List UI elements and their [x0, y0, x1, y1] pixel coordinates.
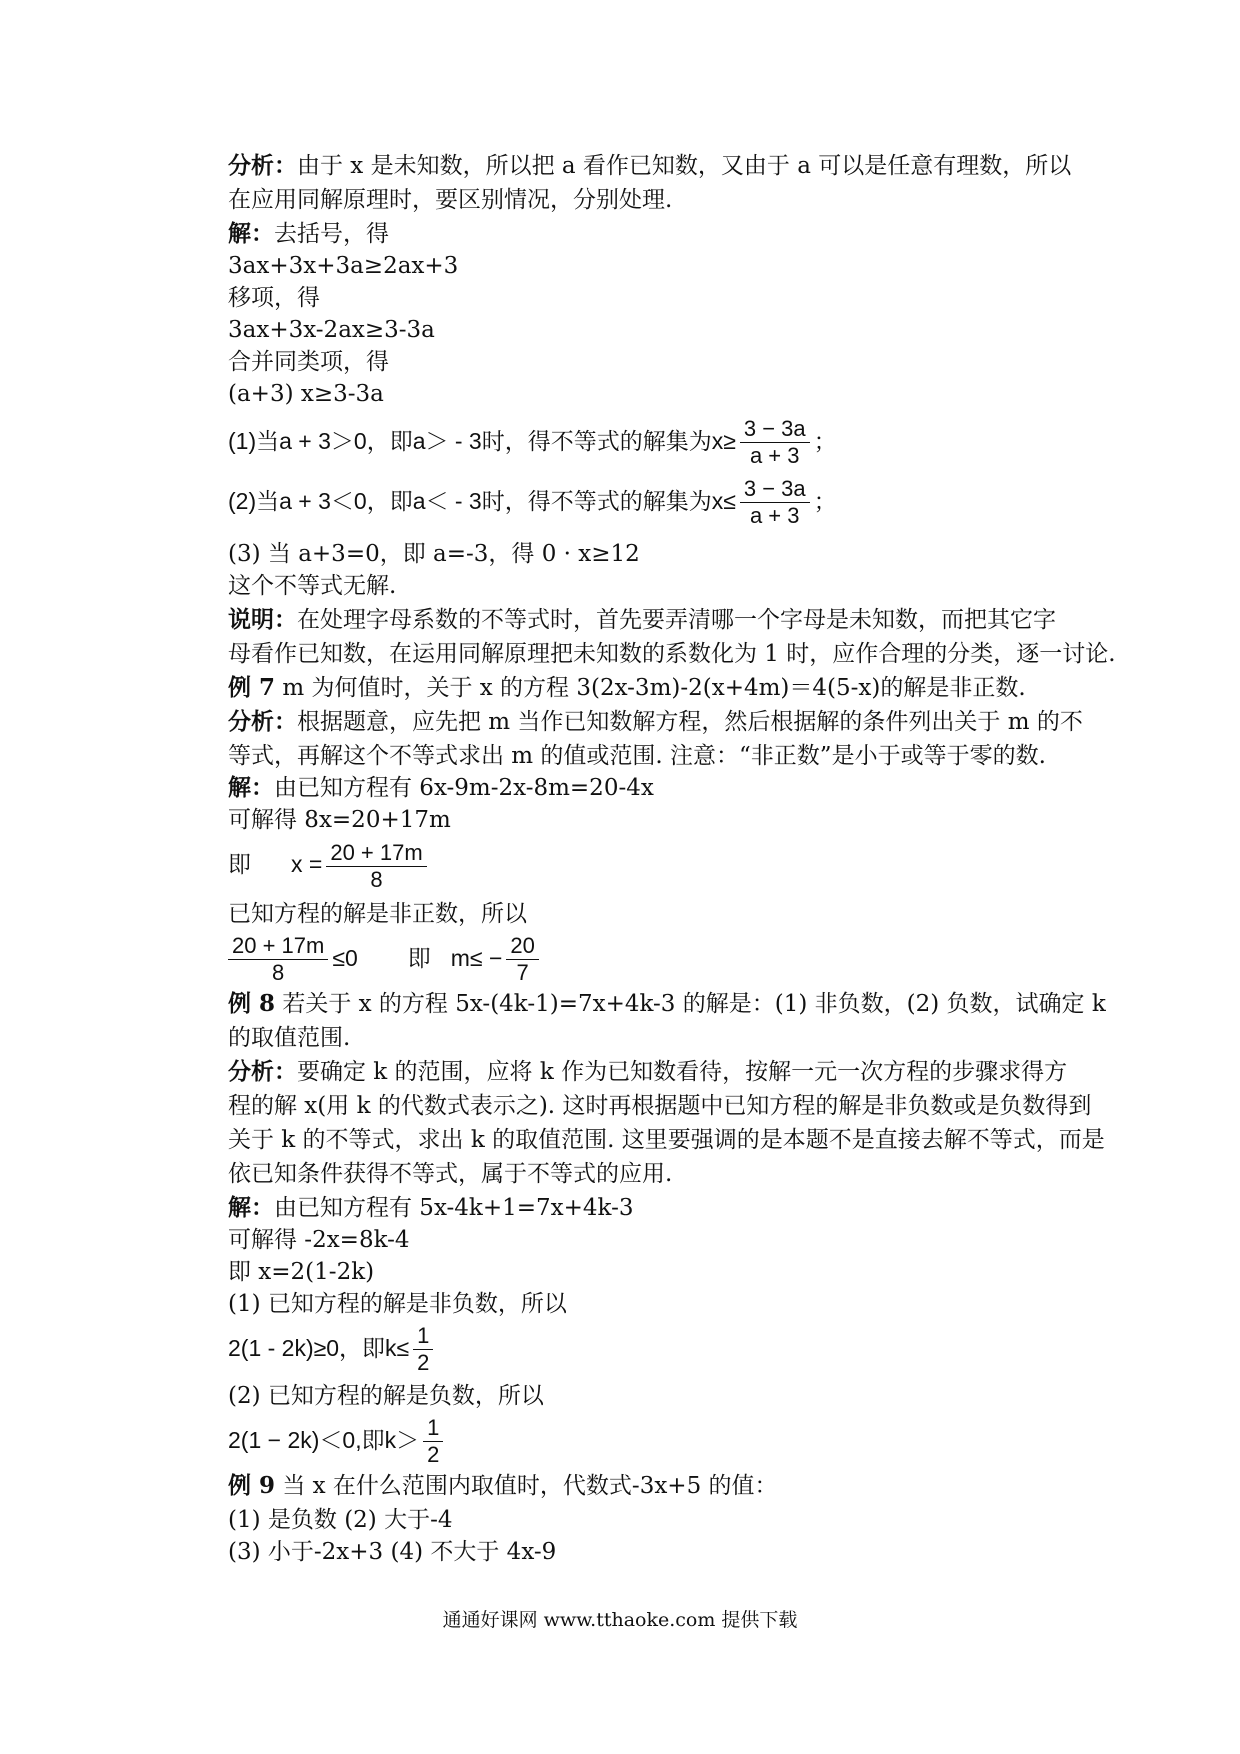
fraction: $\frac{3 - 3a}{a + 3}$ [740, 476, 810, 529]
example-8-title-cont: 的取值范围. [228, 1025, 351, 1051]
para-analysis-1: 分析：由于 x 是未知数，所以把 a 看作已知数，又由于 a 可以是任意有理数，所以 [228, 152, 1072, 179]
step-text: (2) 已知方程的解是负数，所以 [228, 1383, 544, 1409]
para-analysis-1-cont: 在应用同解原理时，要区别情况，分别处理. [228, 187, 673, 213]
para-solution-1: 解：去括号，得 [228, 220, 389, 247]
ex8-inequality-1: 2(1 - 2k)≥0，即k≤ $\frac{1}{2}$ [228, 1318, 1128, 1378]
para-analysis-7: 分析：根据题意，应先把 m 当作已知数解方程，然后根据解的条件列出关于 m 的不 [228, 708, 1083, 735]
label-analysis: 分析 [228, 152, 274, 179]
equation-line: 可解得 8x=20+17m [228, 807, 451, 833]
page-footer: 通通好课网 www.tthaoke.com 提供下载 [442, 1609, 798, 1631]
case-3: (3) 当 a+3=0，即 a=-3，得 0 · x≥12 [228, 541, 640, 567]
para-note-cont: 母看作已知数，在运用同解原理把未知数的系数化为 1 时，应作合理的分类，逐一讨论. [228, 641, 1116, 667]
equation-line: 3ax+3x-2ax≥3-3a [228, 317, 435, 343]
para-solution-8: 解：由已知方程有 5x-4k+1=7x+4k-3 [228, 1194, 634, 1221]
para-analysis-8-cont: 依已知条件获得不等式，属于不等式的应用. [228, 1161, 673, 1187]
example-8-title: 例 8 若关于 x 的方程 5x-(4k-1)=7x+4k-3 的解是：(1) 非负数，(2) 负数，试确定 k [228, 990, 1106, 1017]
para-solution-7: 解：由已知方程有 6x-9m-2x-8m=20-4x [228, 774, 654, 801]
fraction: $\frac{20 + 17m}{8}$ [326, 840, 426, 893]
para-analysis-8: 分析：要确定 k 的范围，应将 k 作为已知数看待，按解一元一次方程的步骤求得方 [228, 1058, 1068, 1085]
para-analysis-8-cont: 程的解 x(用 k 的代数式表示之). 这时再根据题中已知方程的解是非负数或是负数得到 [228, 1093, 1092, 1119]
ex7-inequality: $\frac{20 + 17m}{8}$ ≤0 即 m≤ − $\frac{20}{7}$ [228, 928, 1128, 988]
step-text: 移项，得 [228, 285, 320, 311]
ex8-inequality-2: 2(1 − 2k)＜0,即k＞ $\frac{1}{2}$ [228, 1410, 1128, 1470]
para-analysis-8-cont: 关于 k 的不等式，求出 k 的取值范围. 这里要强调的是本题不是直接去解不等式，而是 [228, 1127, 1105, 1153]
equation-line: 3ax+3x+3a≥2ax+3 [228, 253, 459, 279]
para-note: 说明：在处理字母系数的不等式时，首先要弄清哪一个字母是未知数，而把其它字 [228, 606, 1056, 633]
equation-line: 可解得 -2x=8k-4 [228, 1227, 410, 1253]
fraction: $\frac{3 - 3a}{a + 3}$ [740, 416, 810, 469]
fraction: $\frac{20 + 17m}{8}$ [228, 933, 328, 986]
step-text: 合并同类项，得 [228, 349, 389, 375]
case-2-formula: (2)当a + 3＜0，即a＜ - 3时，得不等式的解集为x≤ $\frac{3 - 3a}{a + 3}$ ； [228, 476, 837, 529]
equation-line: (a+3) x≥3-3a [228, 381, 384, 407]
fraction: $\frac{1}{2}$ [423, 1415, 443, 1468]
equation-line: 即 x=2(1-2k) [228, 1259, 375, 1285]
step-text: (1) 已知方程的解是非负数，所以 [228, 1291, 567, 1317]
example-9-items: (1) 是负数 (2) 大于-4 [228, 1507, 453, 1533]
example-7-title: 例 7 m 为何值时，关于 x 的方程 3(2x-3m)-2(x+4m)＝4(5-x)的解是非正数. [228, 674, 1026, 701]
example-9-title: 例 9 当 x 在什么范围内取值时，代数式-3x+5 的值： [228, 1472, 778, 1499]
fraction: $\frac{1}{2}$ [413, 1323, 433, 1376]
para-analysis-7-cont: 等式，再解这个不等式求出 m 的值或范围. 注意：“非正数”是小于或等于零的数. [228, 743, 1046, 769]
step-text: 这个不等式无解. [228, 573, 397, 599]
case-1-formula: (1)当a + 3＞0，即a＞ - 3时，得不等式的解集为x≥ $\frac{3 - 3a}{a + 3}$ ； [228, 416, 837, 469]
example-9-items: (3) 小于-2x+3 (4) 不大于 4x-9 [228, 1539, 557, 1565]
fraction: $\frac{20}{7}$ [506, 933, 538, 986]
ex7-x-formula: 即 x = $\frac{20 + 17m}{8}$ [228, 834, 1128, 895]
step-text: 已知方程的解是非正数，所以 [228, 901, 527, 927]
